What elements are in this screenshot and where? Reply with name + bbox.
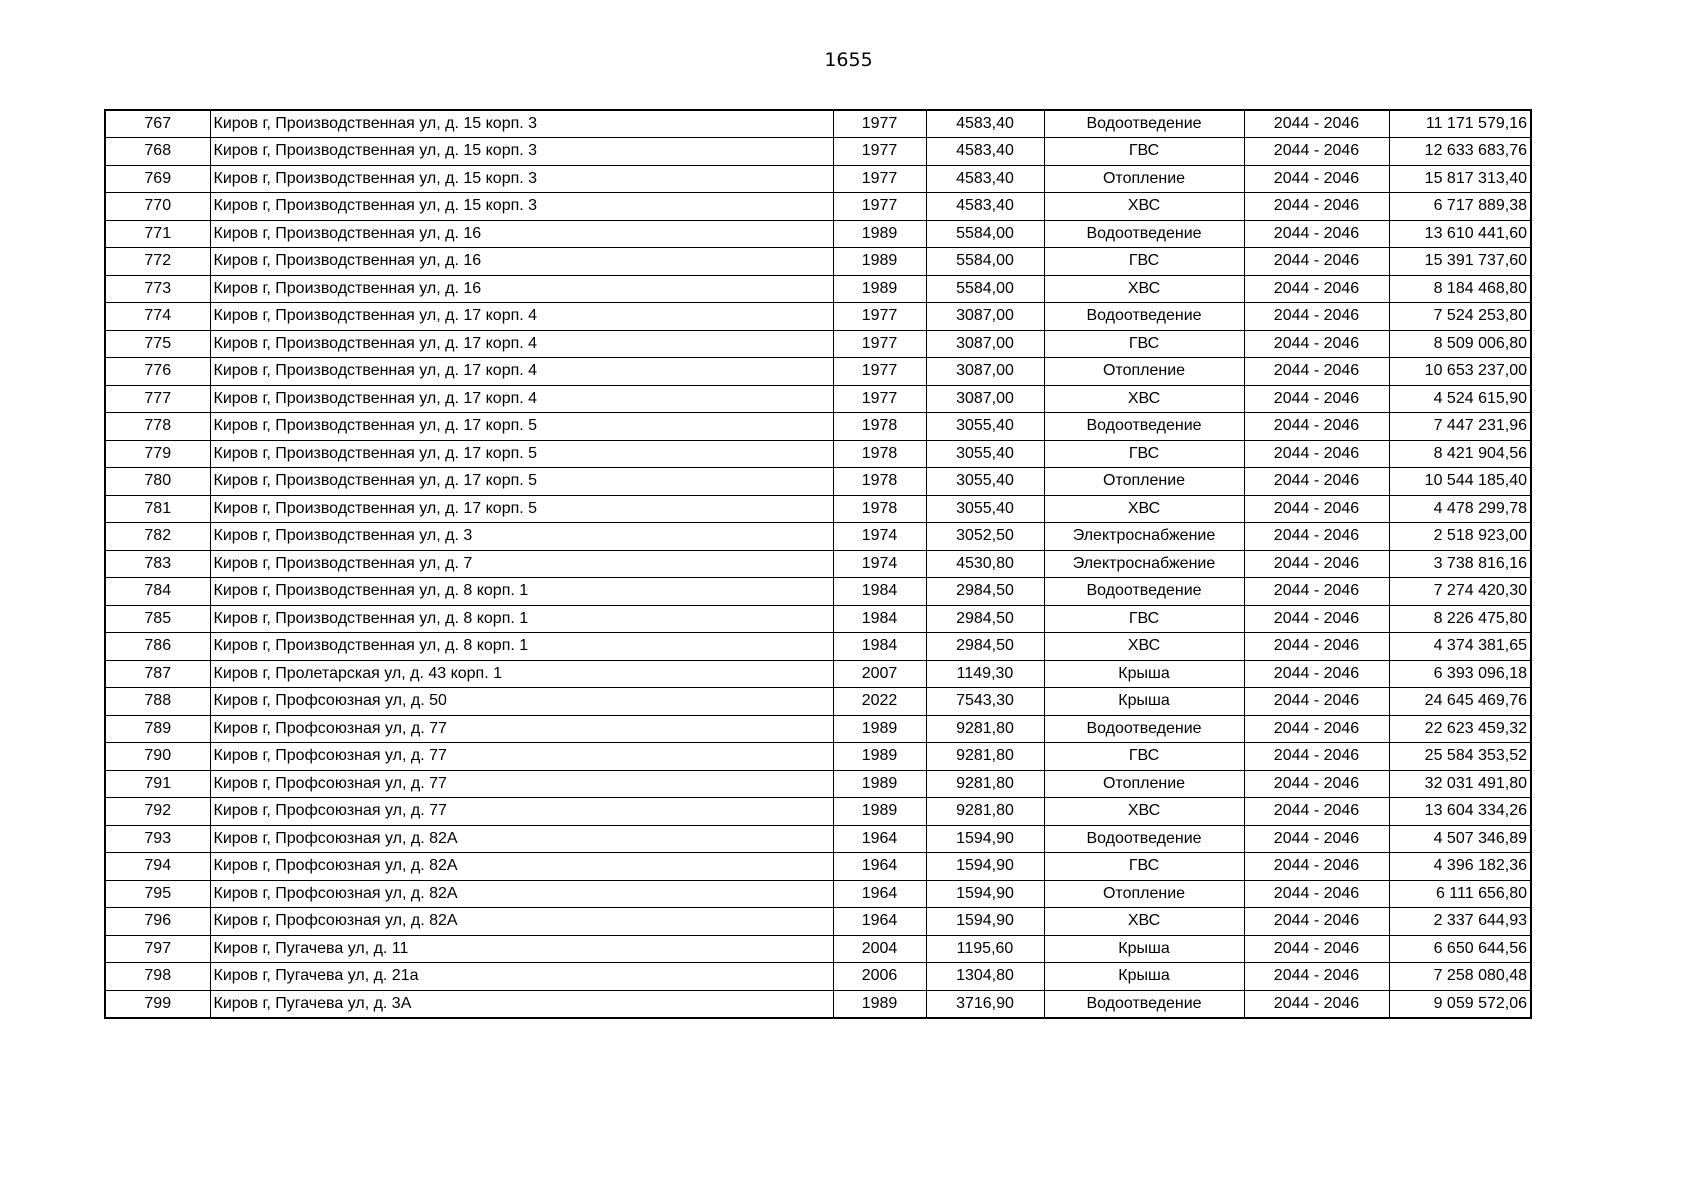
cost-cell: 2 337 644,93 [1389, 908, 1531, 936]
work-type-cell: ГВС [1044, 605, 1244, 633]
row-number-cell: 790 [105, 743, 210, 771]
row-number-cell: 777 [105, 385, 210, 413]
address-cell: Киров г, Профсоюзная ул, д. 82А [210, 880, 833, 908]
cost-cell: 8 509 006,80 [1389, 330, 1531, 358]
table-row [105, 908, 1531, 936]
area-cell: 9281,80 [926, 770, 1044, 798]
work-type-cell: Крыша [1044, 688, 1244, 716]
work-type-cell: Отопление [1044, 165, 1244, 193]
table-row [105, 880, 1531, 908]
work-type-cell: Водоотведение [1044, 220, 1244, 248]
period-cell: 2044 - 2046 [1244, 110, 1389, 138]
row-number-cell: 792 [105, 798, 210, 826]
area-cell: 3055,40 [926, 468, 1044, 496]
work-type-cell: Водоотведение [1044, 578, 1244, 606]
build-year-cell: 1964 [833, 908, 926, 936]
address-cell: Киров г, Производственная ул, д. 7 [210, 550, 833, 578]
table-row [105, 688, 1531, 716]
table-row [105, 963, 1531, 991]
table-row [105, 330, 1531, 358]
cost-cell: 24 645 469,76 [1389, 688, 1531, 716]
period-cell: 2044 - 2046 [1244, 248, 1389, 276]
area-cell: 2984,50 [926, 633, 1044, 661]
cost-cell: 6 393 096,18 [1389, 660, 1531, 688]
period-cell: 2044 - 2046 [1244, 798, 1389, 826]
build-year-cell: 1974 [833, 550, 926, 578]
build-year-cell: 1977 [833, 110, 926, 138]
address-cell: Киров г, Производственная ул, д. 15 корп. 3 [210, 193, 833, 221]
address-cell: Киров г, Производственная ул, д. 17 корп. 4 [210, 358, 833, 386]
address-cell: Киров г, Производственная ул, д. 8 корп. 1 [210, 633, 833, 661]
work-type-cell: Водоотведение [1044, 825, 1244, 853]
cost-cell: 4 374 381,65 [1389, 633, 1531, 661]
cost-cell: 15 817 313,40 [1389, 165, 1531, 193]
cost-cell: 8 184 468,80 [1389, 275, 1531, 303]
address-cell: Киров г, Профсоюзная ул, д. 50 [210, 688, 833, 716]
work-type-cell: ХВС [1044, 495, 1244, 523]
row-number-cell: 785 [105, 605, 210, 633]
address-cell: Киров г, Производственная ул, д. 17 корп. 5 [210, 440, 833, 468]
row-number-cell: 797 [105, 935, 210, 963]
area-cell: 1594,90 [926, 908, 1044, 936]
cost-cell: 6 111 656,80 [1389, 880, 1531, 908]
build-year-cell: 2004 [833, 935, 926, 963]
page-number: 1655 [824, 49, 873, 71]
area-cell: 9281,80 [926, 743, 1044, 771]
cost-cell: 7 447 231,96 [1389, 413, 1531, 441]
build-year-cell: 1978 [833, 440, 926, 468]
cost-cell: 6 650 644,56 [1389, 935, 1531, 963]
period-cell: 2044 - 2046 [1244, 688, 1389, 716]
row-number-cell: 784 [105, 578, 210, 606]
address-cell: Киров г, Профсоюзная ул, д. 82А [210, 908, 833, 936]
build-year-cell: 1964 [833, 880, 926, 908]
cost-cell: 8 421 904,56 [1389, 440, 1531, 468]
table-row [105, 743, 1531, 771]
area-cell: 5584,00 [926, 248, 1044, 276]
period-cell: 2044 - 2046 [1244, 385, 1389, 413]
work-type-cell: Электроснабжение [1044, 523, 1244, 551]
table-row [105, 358, 1531, 386]
build-year-cell: 1974 [833, 523, 926, 551]
row-number-cell: 791 [105, 770, 210, 798]
area-cell: 9281,80 [926, 798, 1044, 826]
table-row [105, 110, 1531, 138]
period-cell: 2044 - 2046 [1244, 550, 1389, 578]
period-cell: 2044 - 2046 [1244, 743, 1389, 771]
address-cell: Киров г, Производственная ул, д. 17 корп. 4 [210, 303, 833, 331]
table-row [105, 468, 1531, 496]
address-cell: Киров г, Профсоюзная ул, д. 77 [210, 770, 833, 798]
row-number-cell: 775 [105, 330, 210, 358]
cost-cell: 13 604 334,26 [1389, 798, 1531, 826]
cost-cell: 9 059 572,06 [1389, 990, 1531, 1018]
row-number-cell: 786 [105, 633, 210, 661]
build-year-cell: 1977 [833, 193, 926, 221]
work-type-cell: Крыша [1044, 935, 1244, 963]
table-row [105, 770, 1531, 798]
address-cell: Киров г, Профсоюзная ул, д. 77 [210, 798, 833, 826]
work-type-cell: ГВС [1044, 138, 1244, 166]
row-number-cell: 796 [105, 908, 210, 936]
period-cell: 2044 - 2046 [1244, 193, 1389, 221]
address-cell: Киров г, Производственная ул, д. 17 корп. 4 [210, 385, 833, 413]
work-type-cell: ГВС [1044, 743, 1244, 771]
build-year-cell: 1989 [833, 770, 926, 798]
table-row [105, 275, 1531, 303]
row-number-cell: 780 [105, 468, 210, 496]
period-cell: 2044 - 2046 [1244, 880, 1389, 908]
address-cell: Киров г, Производственная ул, д. 15 корп. 3 [210, 165, 833, 193]
build-year-cell: 1977 [833, 138, 926, 166]
capital-repair-table [104, 109, 1532, 1019]
work-type-cell: ХВС [1044, 633, 1244, 661]
work-type-cell: Водоотведение [1044, 110, 1244, 138]
period-cell: 2044 - 2046 [1244, 523, 1389, 551]
period-cell: 2044 - 2046 [1244, 633, 1389, 661]
table-row [105, 165, 1531, 193]
period-cell: 2044 - 2046 [1244, 825, 1389, 853]
table-row [105, 633, 1531, 661]
table-row [105, 440, 1531, 468]
area-cell: 1594,90 [926, 880, 1044, 908]
row-number-cell: 773 [105, 275, 210, 303]
row-number-cell: 794 [105, 853, 210, 881]
row-number-cell: 779 [105, 440, 210, 468]
build-year-cell: 2006 [833, 963, 926, 991]
cost-cell: 12 633 683,76 [1389, 138, 1531, 166]
table-row [105, 798, 1531, 826]
area-cell: 2984,50 [926, 605, 1044, 633]
area-cell: 3087,00 [926, 303, 1044, 331]
work-type-cell: ГВС [1044, 248, 1244, 276]
cost-cell: 32 031 491,80 [1389, 770, 1531, 798]
address-cell: Киров г, Профсоюзная ул, д. 77 [210, 715, 833, 743]
period-cell: 2044 - 2046 [1244, 220, 1389, 248]
cost-cell: 7 258 080,48 [1389, 963, 1531, 991]
work-type-cell: ХВС [1044, 798, 1244, 826]
work-type-cell: ХВС [1044, 385, 1244, 413]
area-cell: 3087,00 [926, 358, 1044, 386]
period-cell: 2044 - 2046 [1244, 358, 1389, 386]
address-cell: Киров г, Производственная ул, д. 16 [210, 275, 833, 303]
period-cell: 2044 - 2046 [1244, 935, 1389, 963]
work-type-cell: Электроснабжение [1044, 550, 1244, 578]
row-number-cell: 787 [105, 660, 210, 688]
period-cell: 2044 - 2046 [1244, 908, 1389, 936]
row-number-cell: 778 [105, 413, 210, 441]
address-cell: Киров г, Производственная ул, д. 15 корп. 3 [210, 138, 833, 166]
period-cell: 2044 - 2046 [1244, 963, 1389, 991]
address-cell: Киров г, Пугачева ул, д. 3А [210, 990, 833, 1018]
table-row [105, 935, 1531, 963]
period-cell: 2044 - 2046 [1244, 660, 1389, 688]
row-number-cell: 770 [105, 193, 210, 221]
cost-cell: 4 507 346,89 [1389, 825, 1531, 853]
table-row [105, 220, 1531, 248]
table-row [105, 248, 1531, 276]
address-cell: Киров г, Производственная ул, д. 16 [210, 220, 833, 248]
build-year-cell: 1977 [833, 330, 926, 358]
address-cell: Киров г, Производственная ул, д. 15 корп. 3 [210, 110, 833, 138]
table-row [105, 193, 1531, 221]
table-row [105, 853, 1531, 881]
table-row [105, 715, 1531, 743]
work-type-cell: ГВС [1044, 440, 1244, 468]
area-cell: 4530,80 [926, 550, 1044, 578]
period-cell: 2044 - 2046 [1244, 330, 1389, 358]
row-number-cell: 795 [105, 880, 210, 908]
period-cell: 2044 - 2046 [1244, 715, 1389, 743]
work-type-cell: Водоотведение [1044, 413, 1244, 441]
cost-cell: 13 610 441,60 [1389, 220, 1531, 248]
area-cell: 1195,60 [926, 935, 1044, 963]
build-year-cell: 1989 [833, 248, 926, 276]
build-year-cell: 2022 [833, 688, 926, 716]
build-year-cell: 1989 [833, 990, 926, 1018]
row-number-cell: 783 [105, 550, 210, 578]
area-cell: 3087,00 [926, 385, 1044, 413]
row-number-cell: 767 [105, 110, 210, 138]
table-row [105, 605, 1531, 633]
cost-cell: 3 738 816,16 [1389, 550, 1531, 578]
cost-cell: 22 623 459,32 [1389, 715, 1531, 743]
area-cell: 3055,40 [926, 413, 1044, 441]
build-year-cell: 1989 [833, 275, 926, 303]
table-row [105, 523, 1531, 551]
address-cell: Киров г, Производственная ул, д. 16 [210, 248, 833, 276]
row-number-cell: 789 [105, 715, 210, 743]
table-row [105, 303, 1531, 331]
table-row [105, 495, 1531, 523]
cost-cell: 7 524 253,80 [1389, 303, 1531, 331]
area-cell: 7543,30 [926, 688, 1044, 716]
build-year-cell: 1978 [833, 468, 926, 496]
address-cell: Киров г, Производственная ул, д. 17 корп. 5 [210, 468, 833, 496]
build-year-cell: 1989 [833, 743, 926, 771]
cost-cell: 4 396 182,36 [1389, 853, 1531, 881]
table-row [105, 825, 1531, 853]
work-type-cell: ГВС [1044, 330, 1244, 358]
area-cell: 2984,50 [926, 578, 1044, 606]
area-cell: 4583,40 [926, 193, 1044, 221]
period-cell: 2044 - 2046 [1244, 770, 1389, 798]
row-number-cell: 781 [105, 495, 210, 523]
cost-cell: 25 584 353,52 [1389, 743, 1531, 771]
build-year-cell: 1977 [833, 303, 926, 331]
build-year-cell: 1984 [833, 578, 926, 606]
address-cell: Киров г, Профсоюзная ул, д. 77 [210, 743, 833, 771]
period-cell: 2044 - 2046 [1244, 275, 1389, 303]
table-row [105, 990, 1531, 1018]
cost-cell: 8 226 475,80 [1389, 605, 1531, 633]
table-row [105, 660, 1531, 688]
cost-cell: 2 518 923,00 [1389, 523, 1531, 551]
address-cell: Киров г, Пугачева ул, д. 11 [210, 935, 833, 963]
address-cell: Киров г, Профсоюзная ул, д. 82А [210, 853, 833, 881]
row-number-cell: 768 [105, 138, 210, 166]
period-cell: 2044 - 2046 [1244, 990, 1389, 1018]
cost-cell: 10 653 237,00 [1389, 358, 1531, 386]
cost-cell: 4 478 299,78 [1389, 495, 1531, 523]
area-cell: 1304,80 [926, 963, 1044, 991]
build-year-cell: 1964 [833, 825, 926, 853]
build-year-cell: 1964 [833, 853, 926, 881]
address-cell: Киров г, Производственная ул, д. 17 корп. 4 [210, 330, 833, 358]
build-year-cell: 1978 [833, 413, 926, 441]
table-row [105, 385, 1531, 413]
build-year-cell: 1977 [833, 358, 926, 386]
area-cell: 1594,90 [926, 825, 1044, 853]
address-cell: Киров г, Производственная ул, д. 3 [210, 523, 833, 551]
row-number-cell: 776 [105, 358, 210, 386]
period-cell: 2044 - 2046 [1244, 605, 1389, 633]
address-cell: Киров г, Производственная ул, д. 8 корп. 1 [210, 578, 833, 606]
work-type-cell: Крыша [1044, 660, 1244, 688]
cost-cell: 4 524 615,90 [1389, 385, 1531, 413]
cost-cell: 10 544 185,40 [1389, 468, 1531, 496]
build-year-cell: 1989 [833, 798, 926, 826]
build-year-cell: 1977 [833, 385, 926, 413]
cost-cell: 11 171 579,16 [1389, 110, 1531, 138]
build-year-cell: 1984 [833, 605, 926, 633]
area-cell: 3716,90 [926, 990, 1044, 1018]
work-type-cell: Водоотведение [1044, 715, 1244, 743]
area-cell: 3087,00 [926, 330, 1044, 358]
area-cell: 3055,40 [926, 495, 1044, 523]
work-type-cell: Отопление [1044, 358, 1244, 386]
row-number-cell: 798 [105, 963, 210, 991]
table-row [105, 138, 1531, 166]
work-type-cell: ХВС [1044, 908, 1244, 936]
period-cell: 2044 - 2046 [1244, 165, 1389, 193]
address-cell: Киров г, Пугачева ул, д. 21а [210, 963, 833, 991]
row-number-cell: 799 [105, 990, 210, 1018]
area-cell: 4583,40 [926, 138, 1044, 166]
period-cell: 2044 - 2046 [1244, 468, 1389, 496]
table-body [105, 110, 1531, 1018]
row-number-cell: 769 [105, 165, 210, 193]
period-cell: 2044 - 2046 [1244, 303, 1389, 331]
table-row [105, 413, 1531, 441]
area-cell: 5584,00 [926, 275, 1044, 303]
work-type-cell: ГВС [1044, 853, 1244, 881]
area-cell: 4583,40 [926, 110, 1044, 138]
address-cell: Киров г, Профсоюзная ул, д. 82А [210, 825, 833, 853]
table-row [105, 550, 1531, 578]
period-cell: 2044 - 2046 [1244, 495, 1389, 523]
work-type-cell: Водоотведение [1044, 990, 1244, 1018]
build-year-cell: 2007 [833, 660, 926, 688]
area-cell: 3052,50 [926, 523, 1044, 551]
area-cell: 4583,40 [926, 165, 1044, 193]
area-cell: 9281,80 [926, 715, 1044, 743]
area-cell: 5584,00 [926, 220, 1044, 248]
row-number-cell: 772 [105, 248, 210, 276]
cost-cell: 6 717 889,38 [1389, 193, 1531, 221]
table-row [105, 578, 1531, 606]
build-year-cell: 1977 [833, 165, 926, 193]
area-cell: 1594,90 [926, 853, 1044, 881]
period-cell: 2044 - 2046 [1244, 578, 1389, 606]
cost-cell: 15 391 737,60 [1389, 248, 1531, 276]
row-number-cell: 788 [105, 688, 210, 716]
build-year-cell: 1984 [833, 633, 926, 661]
address-cell: Киров г, Производственная ул, д. 17 корп. 5 [210, 413, 833, 441]
address-cell: Киров г, Производственная ул, д. 8 корп. 1 [210, 605, 833, 633]
build-year-cell: 1978 [833, 495, 926, 523]
row-number-cell: 782 [105, 523, 210, 551]
work-type-cell: Водоотведение [1044, 303, 1244, 331]
period-cell: 2044 - 2046 [1244, 413, 1389, 441]
build-year-cell: 1989 [833, 220, 926, 248]
work-type-cell: Отопление [1044, 880, 1244, 908]
period-cell: 2044 - 2046 [1244, 440, 1389, 468]
area-cell: 1149,30 [926, 660, 1044, 688]
work-type-cell: ХВС [1044, 193, 1244, 221]
row-number-cell: 793 [105, 825, 210, 853]
address-cell: Киров г, Производственная ул, д. 17 корп. 5 [210, 495, 833, 523]
work-type-cell: Отопление [1044, 468, 1244, 496]
work-type-cell: Отопление [1044, 770, 1244, 798]
row-number-cell: 774 [105, 303, 210, 331]
area-cell: 3055,40 [926, 440, 1044, 468]
cost-cell: 7 274 420,30 [1389, 578, 1531, 606]
address-cell: Киров г, Пролетарская ул, д. 43 корп. 1 [210, 660, 833, 688]
row-number-cell: 771 [105, 220, 210, 248]
work-type-cell: ХВС [1044, 275, 1244, 303]
period-cell: 2044 - 2046 [1244, 138, 1389, 166]
work-type-cell: Крыша [1044, 963, 1244, 991]
build-year-cell: 1989 [833, 715, 926, 743]
period-cell: 2044 - 2046 [1244, 853, 1389, 881]
